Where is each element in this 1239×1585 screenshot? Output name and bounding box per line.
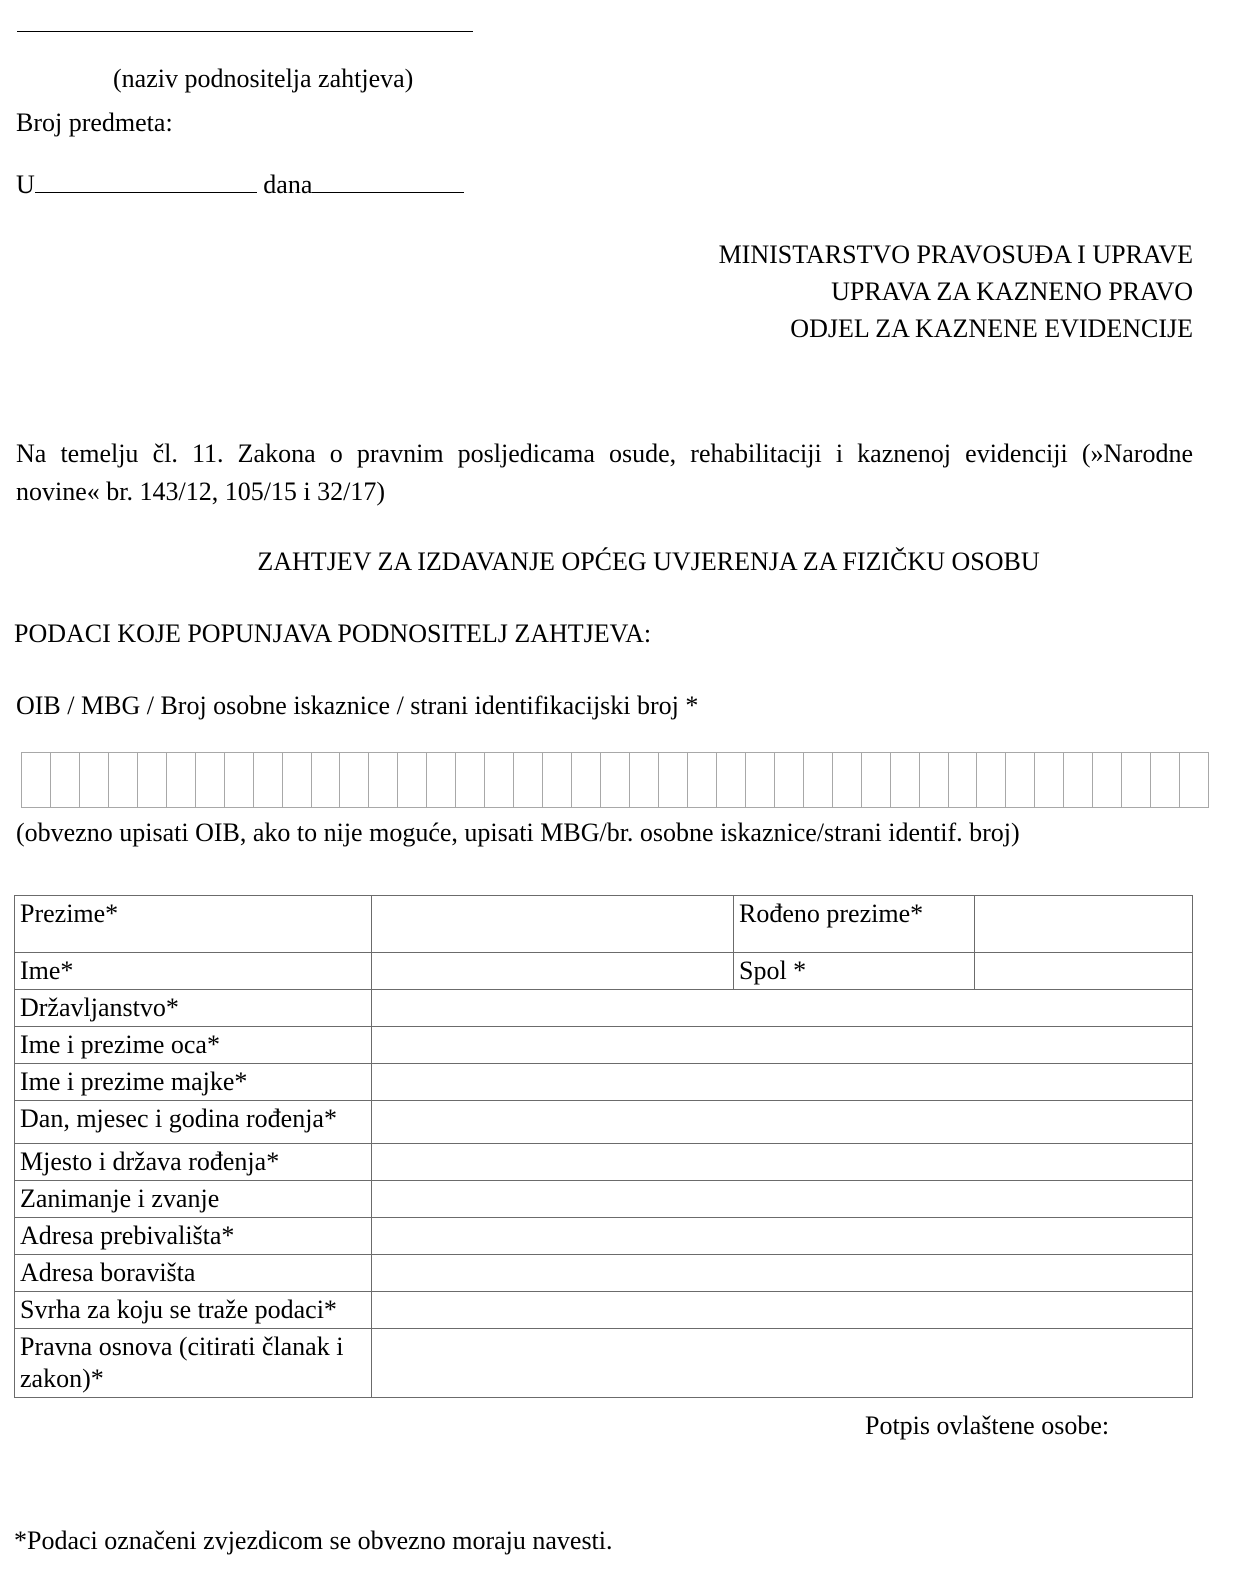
legal-basis-field[interactable] — [372, 1329, 1193, 1398]
first-name-label: Ime* — [15, 953, 372, 990]
birth-date-label: Dan, mjesec i godina rođenja* — [15, 1101, 372, 1144]
id-number-box[interactable] — [254, 753, 283, 807]
id-number-box[interactable] — [398, 753, 427, 807]
id-number-box[interactable] — [1064, 753, 1093, 807]
recipient-line-3: ODJEL ZA KAZNENE EVIDENCIJE — [790, 314, 1193, 343]
id-number-box[interactable] — [659, 753, 688, 807]
id-number-box[interactable] — [1122, 753, 1151, 807]
id-number-box[interactable] — [775, 753, 804, 807]
mother-name-label: Ime i prezime majke* — [15, 1064, 372, 1101]
birth-place-label: Mjesto i država rođenja* — [15, 1144, 372, 1181]
occupation-label: Zanimanje i zvanje — [15, 1181, 372, 1218]
birth-surname-label: Rođeno prezime* — [734, 896, 975, 953]
id-number-box[interactable] — [340, 753, 369, 807]
id-number-box[interactable] — [369, 753, 398, 807]
residence-address-label: Adresa prebivališta* — [15, 1218, 372, 1255]
father-name-label: Ime i prezime oca* — [15, 1027, 372, 1064]
id-number-box[interactable] — [1035, 753, 1064, 807]
id-number-box[interactable] — [312, 753, 341, 807]
id-number-box[interactable] — [1093, 753, 1122, 807]
id-number-box[interactable] — [485, 753, 514, 807]
section-heading: PODACI KOJE POPUNJAVA PODNOSITELJ ZAHTJEVA: — [14, 619, 652, 648]
id-number-box[interactable] — [283, 753, 312, 807]
sex-field[interactable] — [975, 953, 1193, 990]
id-number-box[interactable] — [688, 753, 717, 807]
id-number-box[interactable] — [22, 753, 51, 807]
sex-label: Spol * — [734, 953, 975, 990]
mother-name-field[interactable] — [372, 1064, 1193, 1101]
id-number-box[interactable] — [717, 753, 746, 807]
occupation-field[interactable] — [372, 1181, 1193, 1218]
personal-data-table — [14, 895, 1193, 1398]
father-name-field[interactable] — [372, 1027, 1193, 1064]
applicant-name-caption: (naziv podnositelja zahtjeva) — [113, 64, 414, 93]
birth-surname-field[interactable] — [975, 896, 1193, 953]
legal-basis-line-2: novine« br. 143/12, 105/15 i 32/17) — [16, 477, 386, 506]
recipient-line-1: MINISTARSTVO PRAVOSUĐA I UPRAVE — [718, 240, 1193, 269]
purpose-field[interactable] — [372, 1292, 1193, 1329]
residence-address-field[interactable] — [372, 1218, 1193, 1255]
id-number-box[interactable] — [543, 753, 572, 807]
id-number-box[interactable] — [833, 753, 862, 807]
id-number-boxes[interactable] — [21, 752, 1209, 808]
id-number-box[interactable] — [949, 753, 978, 807]
id-number-box[interactable] — [920, 753, 949, 807]
id-number-box[interactable] — [51, 753, 80, 807]
id-number-box[interactable] — [80, 753, 109, 807]
citizenship-field[interactable] — [372, 990, 1193, 1027]
id-field-label: OIB / MBG / Broj osobne iskaznice / strani identifikacijski broj * — [16, 691, 699, 720]
applicant-name-line[interactable] — [17, 31, 473, 32]
id-number-box[interactable] — [862, 753, 891, 807]
date-label: dana — [263, 170, 313, 199]
id-number-box[interactable] — [138, 753, 167, 807]
id-number-box[interactable] — [572, 753, 601, 807]
date-field[interactable] — [312, 170, 464, 193]
place-date-line — [16, 170, 464, 198]
signature-label: Potpis ovlaštene osobe: — [865, 1411, 1110, 1440]
id-number-box[interactable] — [746, 753, 775, 807]
place-field[interactable] — [35, 170, 257, 193]
form-title: ZAHTJEV ZA IZDAVANJE OPĆEG UVJERENJA ZA FIZIČKU OSOBU — [257, 547, 1040, 576]
footnote: *Podaci označeni zvjezdicom se obvezno moraju navesti. — [14, 1526, 613, 1555]
id-number-box[interactable] — [109, 753, 138, 807]
id-number-box[interactable] — [1006, 753, 1035, 807]
id-number-box[interactable] — [977, 753, 1006, 807]
purpose-label: Svrha za koju se traže podaci* — [15, 1292, 372, 1329]
id-number-box[interactable] — [630, 753, 659, 807]
id-number-box[interactable] — [1180, 753, 1208, 807]
legal-basis-label: Pravna osnova (citirati članak i zakon)* — [15, 1329, 372, 1398]
id-number-box[interactable] — [1151, 753, 1180, 807]
id-field-note: (obvezno upisati OIB, ako to nije moguće, upisati MBG/br. osobne iskaznice/strani identif. broj) — [16, 818, 1020, 847]
legal-basis-line-1: Na temelju čl. 11. Zakona o pravnim posljedicama osude, rehabilitaciji i kaznenoj evidenciji (»Narodne — [16, 439, 1193, 468]
recipient-line-2: UPRAVA ZA KAZNENO PRAVO — [831, 277, 1193, 306]
surname-field[interactable] — [372, 896, 734, 953]
birth-place-field[interactable] — [372, 1144, 1193, 1181]
citizenship-label: Državljanstvo* — [15, 990, 372, 1027]
id-number-box[interactable] — [427, 753, 456, 807]
birth-date-field[interactable] — [372, 1101, 1193, 1144]
id-number-box[interactable] — [804, 753, 833, 807]
surname-label: Prezime* — [15, 896, 372, 953]
id-number-box[interactable] — [514, 753, 543, 807]
stay-address-label: Adresa boravišta — [15, 1255, 372, 1292]
place-prefix: U — [16, 170, 35, 199]
id-number-box[interactable] — [456, 753, 485, 807]
id-number-box[interactable] — [167, 753, 196, 807]
id-number-box[interactable] — [891, 753, 920, 807]
stay-address-field[interactable] — [372, 1255, 1193, 1292]
case-number-label: Broj predmeta: — [16, 108, 173, 137]
recipient-block — [719, 236, 1193, 347]
id-number-box[interactable] — [601, 753, 630, 807]
first-name-field[interactable] — [372, 953, 734, 990]
id-number-box[interactable] — [196, 753, 225, 807]
id-number-box[interactable] — [225, 753, 254, 807]
